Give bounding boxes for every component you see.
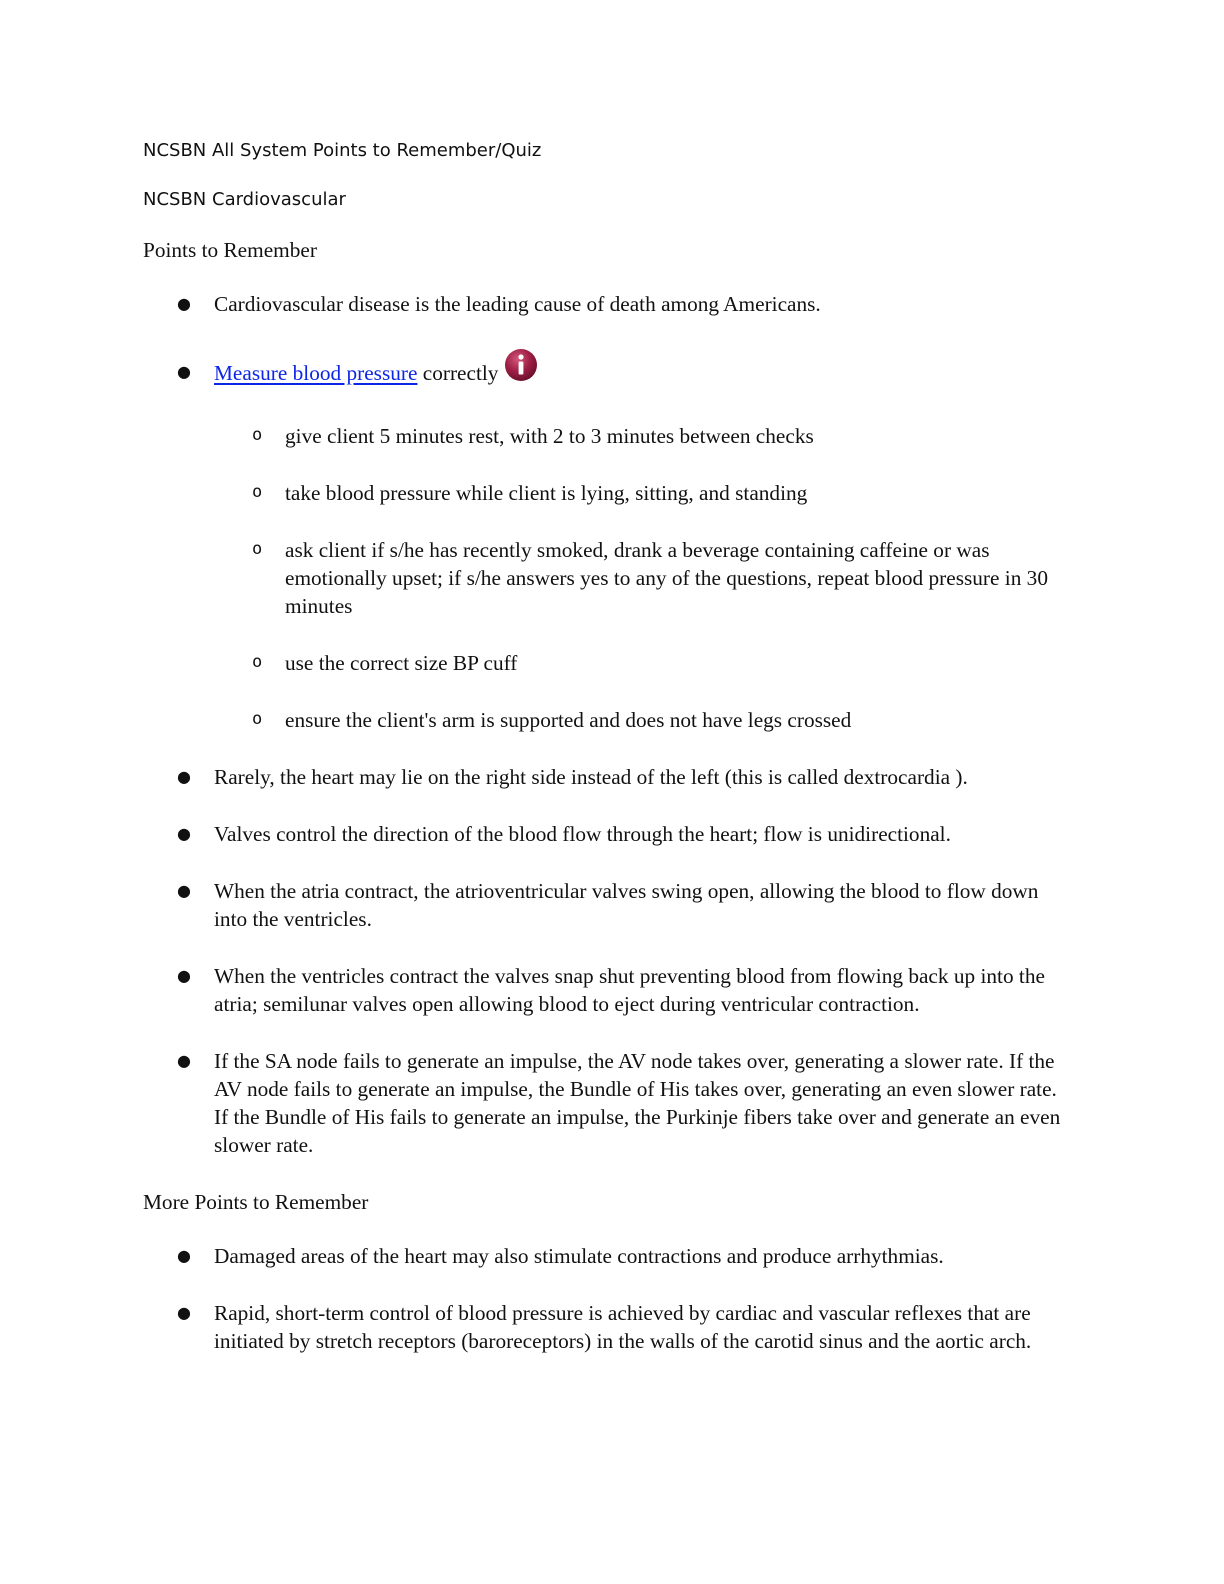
document-subtitle: NCSBN Cardiovascular bbox=[143, 189, 346, 211]
sub-list-item bbox=[143, 706, 1073, 734]
bullet-icon: ● bbox=[177, 880, 191, 900]
document-page bbox=[143, 139, 1073, 1384]
list-item-text: Damaged areas of the heart may also stimulate contractions and produce arrhythmias. bbox=[214, 1243, 944, 1268]
sub-list-item-text: use the correct size BP cuff bbox=[285, 650, 518, 675]
bullet-icon: ● bbox=[177, 1050, 191, 1070]
list-item-text: When the atria contract, the atrioventricular valves swing open, allowing the blood to flow down into the ventricles. bbox=[214, 878, 1039, 931]
document-title: NCSBN All System Points to Remember/Quiz bbox=[143, 140, 542, 161]
bp-sub-list bbox=[214, 422, 1073, 734]
list-item bbox=[143, 820, 1073, 848]
list-item-text: Cardiovascular disease is the leading cause of death among Americans. bbox=[214, 291, 821, 316]
bullet-icon: ● bbox=[177, 1302, 191, 1322]
list-item-text: When the ventricles contract the valves snap shut preventing blood from flowing back up into the atria; semilunar valves open allowing blood to eject during ventricular contraction. bbox=[214, 963, 1045, 1016]
circle-bullet-icon: o bbox=[252, 651, 263, 672]
section-heading-more-points: More Points to Remember bbox=[143, 1189, 369, 1214]
circle-bullet-icon: o bbox=[252, 481, 263, 502]
bullet-icon: ● bbox=[177, 965, 191, 985]
list-item bbox=[143, 1242, 1073, 1270]
list-item bbox=[143, 877, 1073, 933]
circle-bullet-icon: o bbox=[252, 708, 263, 729]
sub-list-item-text: give client 5 minutes rest, with 2 to 3 minutes between checks bbox=[285, 423, 814, 448]
list-item bbox=[143, 1047, 1073, 1159]
circle-bullet-icon: o bbox=[252, 538, 263, 559]
bullet-icon: ● bbox=[177, 1245, 191, 1265]
bullet-icon: ● bbox=[177, 293, 191, 313]
sub-list-item bbox=[143, 536, 1073, 620]
list-item bbox=[143, 763, 1073, 791]
list-item-measure-bp bbox=[143, 358, 1073, 734]
sub-list-item-text: take blood pressure while client is lying, sitting, and standing bbox=[285, 480, 808, 505]
more-points-list bbox=[143, 1242, 1073, 1355]
list-item-text: Rarely, the heart may lie on the right side instead of the left (this is called dextrocardia ). bbox=[214, 764, 968, 789]
points-list bbox=[143, 290, 1073, 1159]
bullet-icon: ● bbox=[177, 361, 191, 381]
list-item-text: If the SA node fails to generate an impulse, the AV node takes over, generating a slower rate. If the AV node fails to generate an impulse, the Bundle of His takes over, generating an even slower rate. If the Bundle of His fails to generate an impulse, the Purkinje fibers take over and generate an even slower rate. bbox=[214, 1048, 1061, 1157]
list-item bbox=[143, 1299, 1073, 1355]
sub-list-item-text: ask client if s/he has recently smoked, drank a beverage containing caffeine or was emotionally upset; if s/he answers yes to any of the questions, repeat blood pressure in 30 minutes bbox=[285, 537, 1048, 618]
info-icon[interactable] bbox=[504, 348, 538, 382]
bullet-icon: ● bbox=[177, 766, 191, 786]
sub-list-item bbox=[143, 422, 1073, 450]
section-heading-points: Points to Remember bbox=[143, 237, 317, 262]
measure-blood-pressure-link[interactable]: Measure blood pressure bbox=[214, 360, 418, 385]
bullet-icon: ● bbox=[177, 823, 191, 843]
list-item-text: Rapid, short-term control of blood pressure is achieved by cardiac and vascular reflexes that are initiated by stretch receptors (baroreceptors) in the walls of the carotid sinus and the aortic arch. bbox=[214, 1300, 1032, 1353]
list-item-text: correctly bbox=[417, 360, 499, 385]
list-item-text: Valves control the direction of the blood flow through the heart; flow is unidirectional. bbox=[214, 821, 951, 846]
list-item bbox=[143, 962, 1073, 1018]
sub-list-item bbox=[143, 479, 1073, 507]
circle-bullet-icon: o bbox=[252, 424, 263, 445]
list-item bbox=[143, 290, 1073, 318]
sub-list-item bbox=[143, 649, 1073, 677]
sub-list-item-text: ensure the client's arm is supported and does not have legs crossed bbox=[285, 707, 852, 732]
